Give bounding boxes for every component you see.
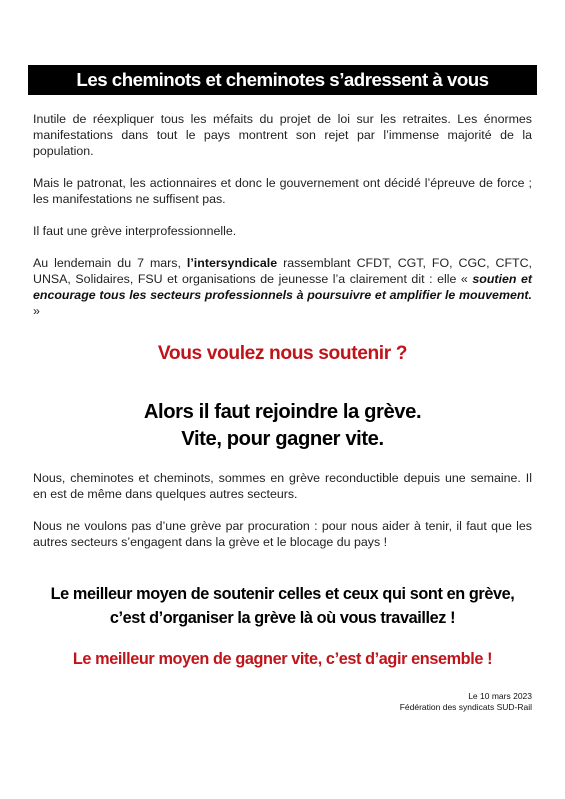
signature-organization: Fédération des syndicats SUD-Rail — [399, 702, 532, 712]
text-segment: » — [33, 304, 40, 318]
paragraph-intersyndicale — [33, 255, 532, 319]
paragraph-procuration: Nous ne voulons pas d’une grève par procuration : pour nous aider à tenir, il faut que les autres secteurs s’engagent dans la grève et le blocage du pays ! — [33, 519, 532, 549]
text-segment: rassemblant CFDT, CGT, FO, CGC, CFTC, UNSA, Solidaires, FSU et organisations de jeunesse l’a clairement dit : elle « — [33, 256, 532, 286]
intersyndicale-label: l’intersyndicale — [186, 256, 278, 270]
intersyndicale-quote: soutien et encourage tous les secteurs professionnels à poursuivre et amplifier le mouvement. — [33, 272, 532, 302]
paragraph-greve-interpro: Il faut une grève interprofessionnelle. — [33, 224, 237, 238]
paragraph-greve-reconductible: Nous, cheminotes et cheminots, sommes en grève reconductible depuis une semaine. Il en est de même dans quelques autres secteurs. — [33, 471, 532, 501]
signature-date: Le 10 mars 2023 — [468, 691, 532, 701]
text-segment: Au lendemain du 7 mars, — [33, 256, 187, 270]
answer-line-2: Vite, pour gagner vite. — [181, 428, 384, 450]
title-banner: Les cheminots et cheminotes s’adressent à vous — [28, 65, 537, 95]
call-line-1: Le meilleur moyen de soutenir celles et ceux qui sont en grève, — [50, 585, 515, 603]
call-line-2: c’est d’organiser la grève là où vous travaillez ! — [109, 609, 456, 627]
paragraph-patronat: Mais le patronat, les actionnaires et donc le gouvernement ont décidé l’épreuve de force ; les manifestations ne suffisent pas. — [33, 176, 532, 206]
paragraph-intro: Inutile de réexpliquer tous les méfaits du projet de loi sur les retraites. Les énormes manifestations dans tout le pays montrent son rejet par l’immense majorité de la population. — [33, 112, 532, 158]
closing-slogan: Le meilleur moyen de gagner vite, c’est d’agir ensemble ! — [72, 650, 493, 668]
question-heading: Vous voulez nous soutenir ? — [157, 343, 408, 364]
answer-line-1: Alors il faut rejoindre la grève. — [143, 401, 422, 423]
